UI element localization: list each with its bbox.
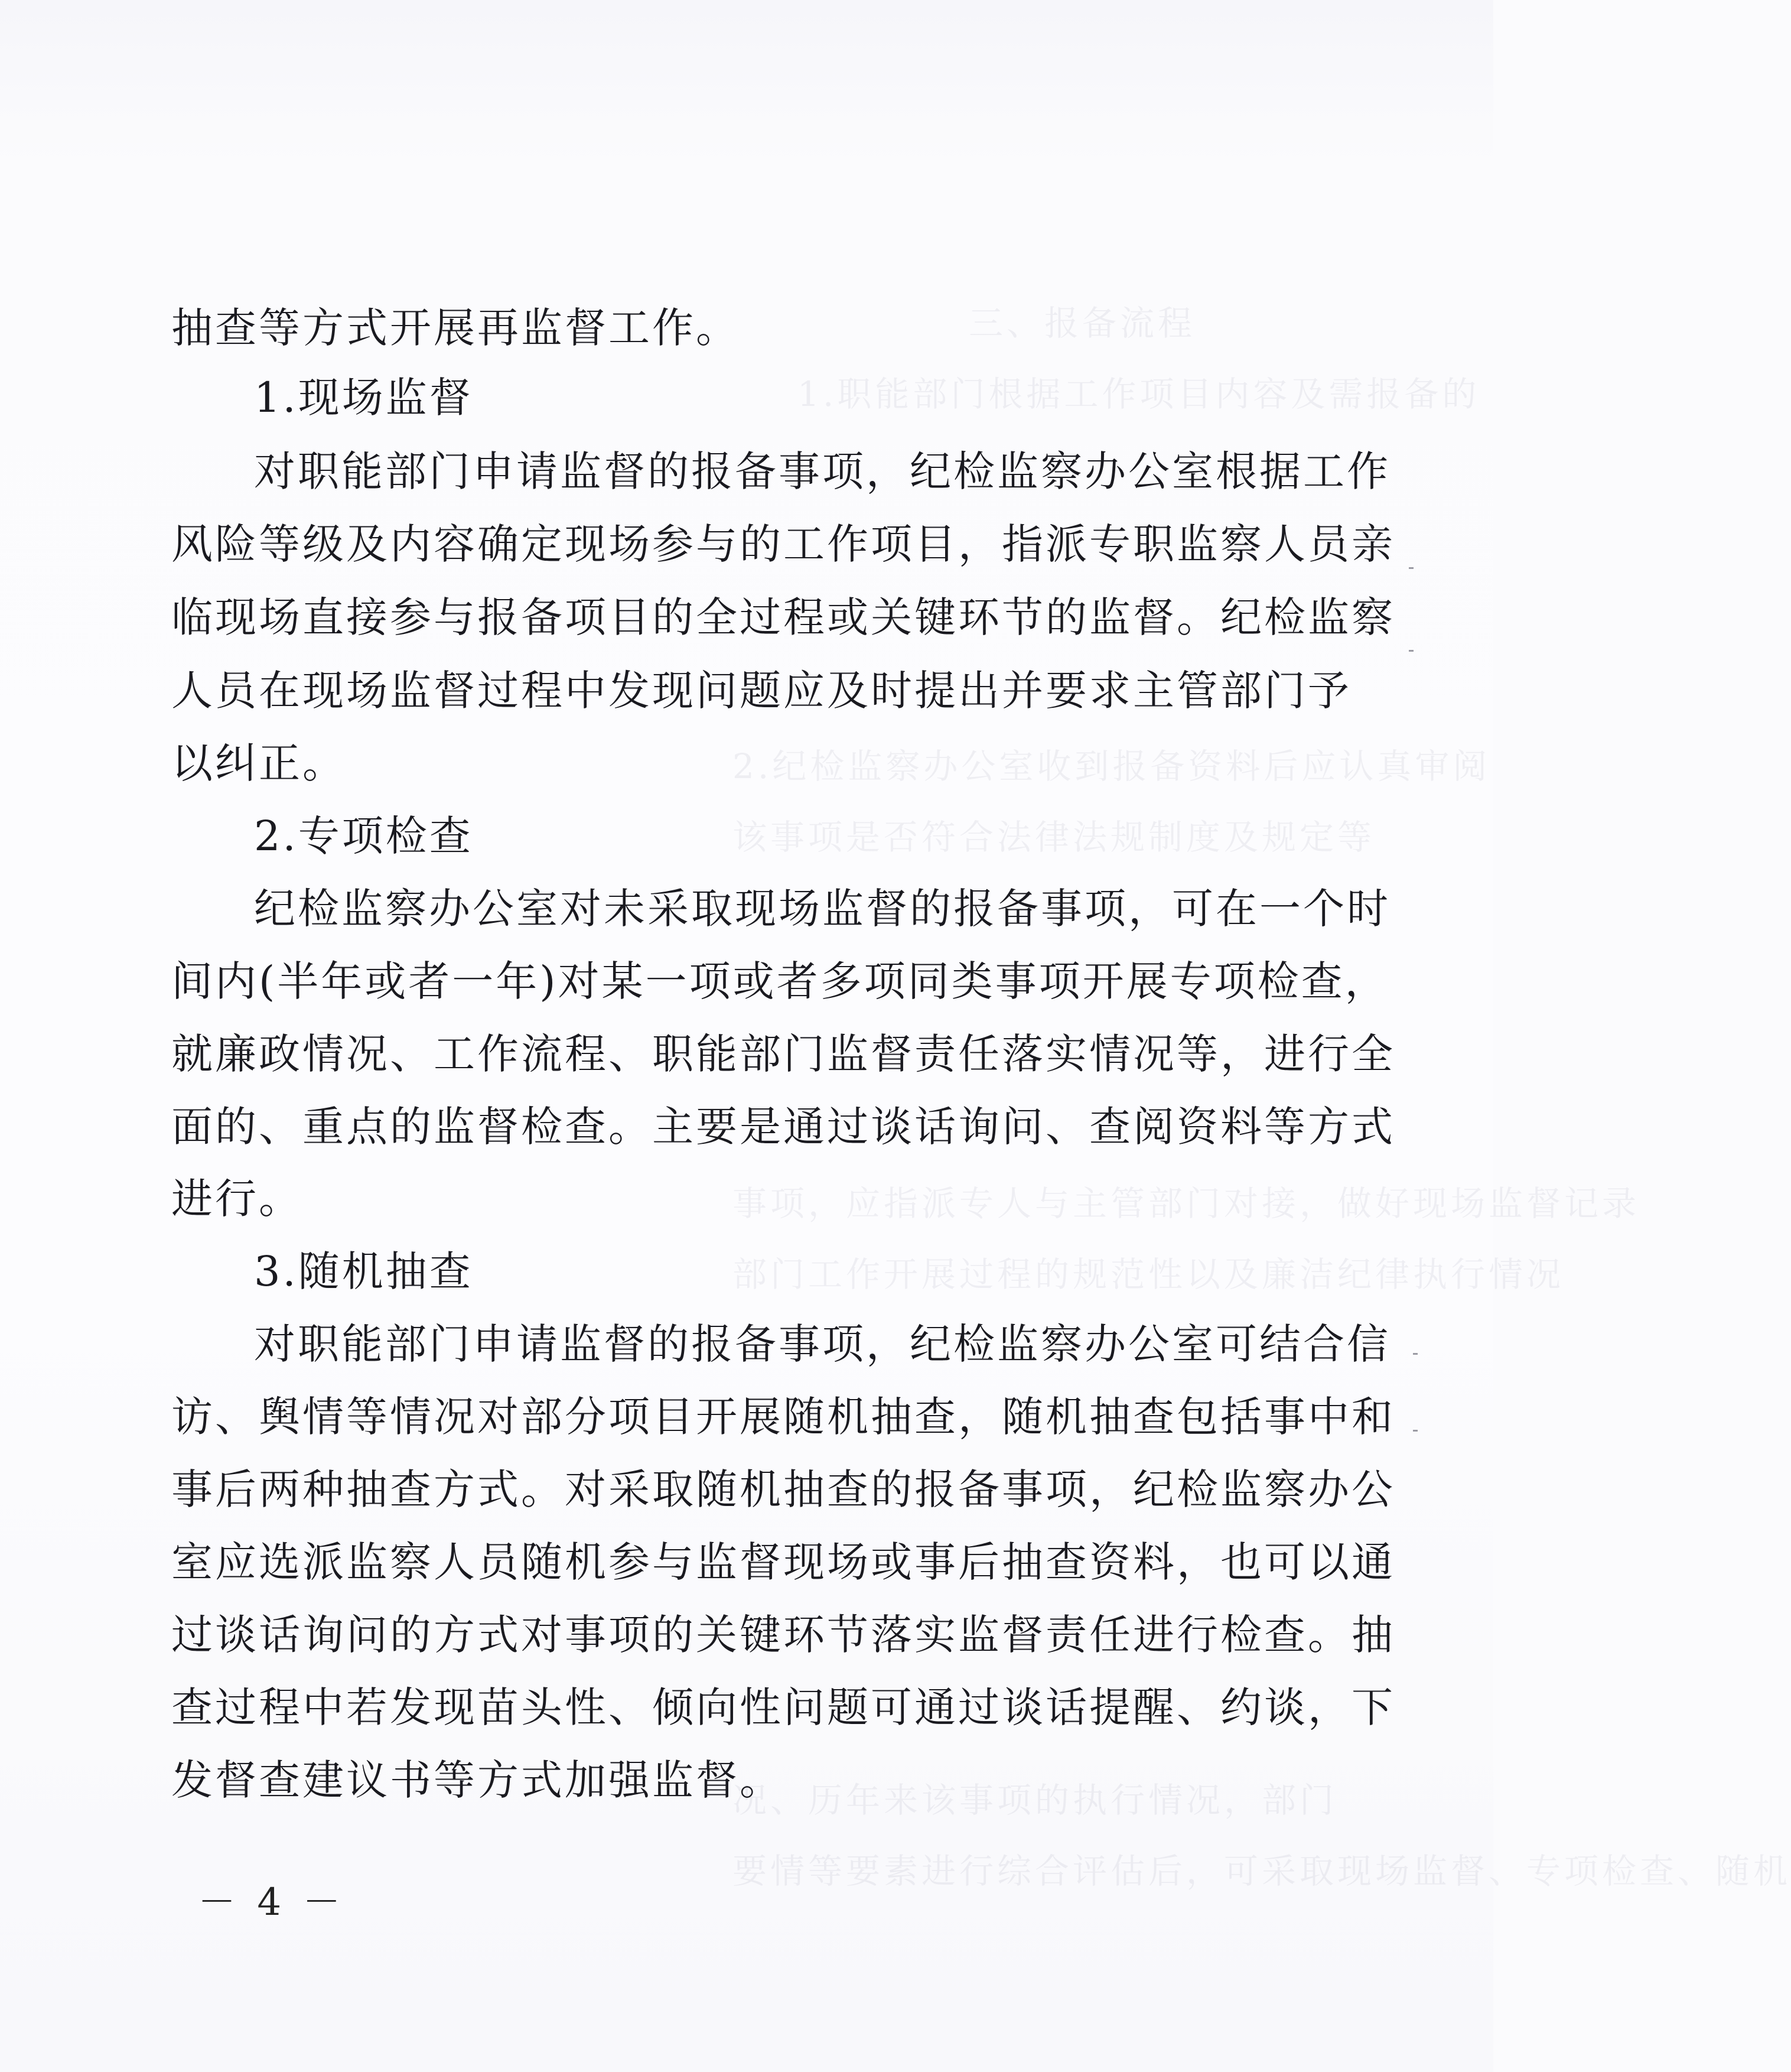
paragraph-line: 对职能部门申请监督的报备事项，纪检监察办公室可结合信 (254, 1320, 1391, 1368)
section-heading: 3.随机抽查 (254, 1247, 473, 1296)
paragraph-line: 发督查建议书等方式加强监督。 (171, 1756, 783, 1804)
paragraph-line: 间内(半年或者一年)对某一项或者多项同类事项开展专项检查， (171, 957, 1389, 1006)
reverse-side-bleed: 三、报备流程 (969, 303, 1196, 343)
paragraph-line: 人员在现场监督过程中发现问题应及时提出并要求主管部门予 (171, 666, 1352, 715)
reverse-side-bleed: 该事项是否符合法律法规制度及规定等 (732, 817, 1376, 857)
reverse-side-bleed: 况、历年来该事项的执行情况，部门 (732, 1780, 1338, 1820)
scan-edge-mark (1413, 1353, 1418, 1355)
reverse-side-bleed: 2.纪检监察办公室收到报备资料后应认真审阅 (732, 746, 1491, 786)
reverse-side-bleed: 要情等要素进行综合评估后，可采取现场监督、专项检查、随机 (732, 1851, 1791, 1891)
section-heading: 2.专项检查 (254, 812, 473, 860)
page-number: － 4 － (198, 1881, 346, 1924)
paragraph-line: 风险等级及内容确定现场参与的工作项目，指派专职监察人员亲 (171, 520, 1395, 568)
paragraph-line: 事后两种抽查方式。对采取随机抽查的报备事项，纪检监察办公 (171, 1465, 1395, 1514)
reverse-side-bleed: 事项，应指派专人与主管部门对接，做好现场监督记录 (732, 1183, 1640, 1224)
paragraph-line: 临现场直接参与报备项目的全过程或关键环节的监督。纪检监察 (171, 593, 1395, 642)
paragraph-line: 进行。 (171, 1175, 302, 1223)
scan-edge-mark (1409, 567, 1414, 569)
paragraph-line: 对职能部门申请监督的报备事项，纪检监察办公室根据工作 (254, 447, 1391, 496)
paragraph-line: 过谈话询问的方式对事项的关键环节落实监督责任进行检查。抽 (171, 1611, 1395, 1659)
paragraph-line: 面的、重点的监督检查。主要是通过谈话询问、查阅资料等方式 (171, 1102, 1395, 1151)
paragraph-line: 访、舆情等情况对部分项目开展随机抽查，随机抽查包括事中和 (171, 1393, 1395, 1441)
paragraph-line: 室应选派监察人员随机参与监督现场或事后抽查资料，也可以通 (171, 1538, 1395, 1586)
paragraph-line: 就廉政情况、工作流程、职能部门监督责任落实情况等，进行全 (171, 1030, 1395, 1078)
reverse-side-bleed: 部门工作开展过程的规范性以及廉洁纪律执行情况 (732, 1254, 1565, 1294)
paragraph-line: 抽查等方式开展再监督工作。 (171, 304, 740, 352)
scan-edge-mark (1409, 650, 1414, 652)
scan-edge-mark (1413, 1430, 1418, 1432)
section-heading: 1.现场监督 (254, 373, 473, 422)
reverse-side-bleed: 1.职能部门根据工作项目内容及需报备的 (797, 374, 1480, 414)
paragraph-line: 以纠正。 (171, 739, 346, 788)
paragraph-line: 查过程中若发现苗头性、倾向性问题可通过谈话提醒、约谈，下 (171, 1683, 1395, 1732)
paragraph-line: 纪检监察办公室对未采取现场监督的报备事项，可在一个时 (254, 884, 1391, 933)
